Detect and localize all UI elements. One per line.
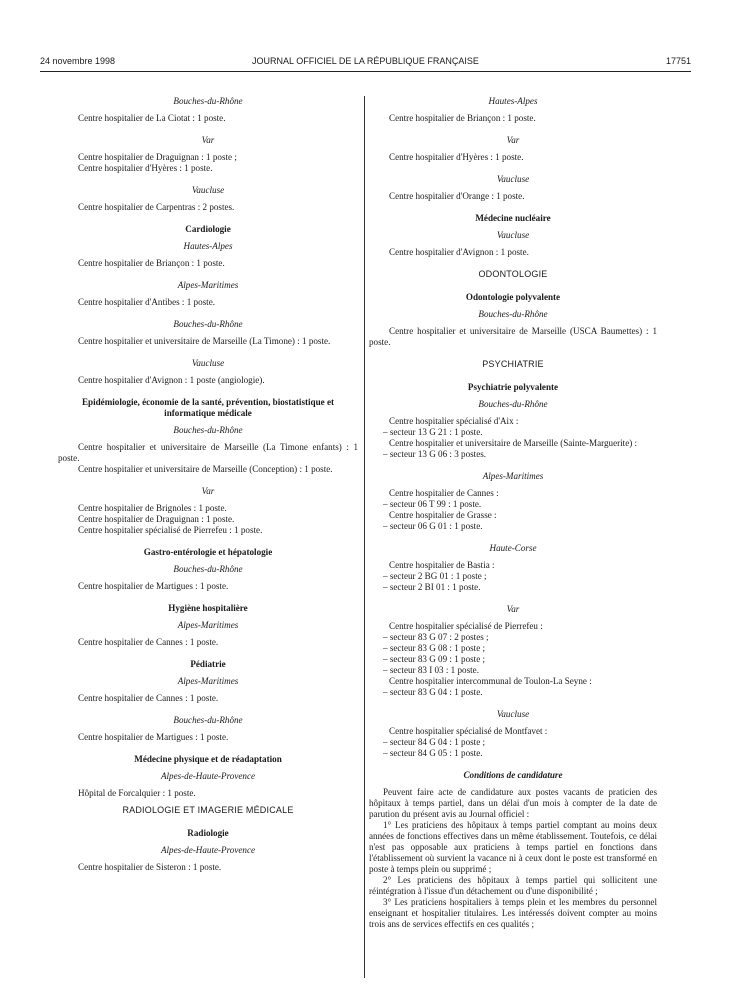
spacer <box>58 386 358 397</box>
hospital-entry: Centre hospitalier de Briançon : 1 poste. <box>389 113 536 123</box>
specialty-heading: Odontologie polyvalente <box>465 292 561 302</box>
spacer <box>369 460 657 471</box>
section-heading: PSYCHIATRIE <box>482 359 544 369</box>
sector-line: – secteur 84 G 04 : 1 poste ; <box>383 737 486 747</box>
sector-line: – secteur 83 I 03 : 1 poste. <box>383 665 479 675</box>
hospital-entry: Centre hospitalier de Cannes : <box>389 488 499 498</box>
spacer <box>58 536 358 547</box>
page-header <box>40 56 691 72</box>
hospital-entry: Centre hospitalier et universitaire de Marseille (Sainte-Marguerite) : <box>389 438 638 448</box>
region-title: Bouches-du-Rhône <box>478 399 548 409</box>
hospital-entry: Centre hospitalier et universitaire de Marseille (Conception) : 1 poste. <box>78 464 333 474</box>
region-title: Var <box>201 135 215 145</box>
region-title: Haute-Corse <box>489 543 537 553</box>
region-title: Bouches-du-Rhône <box>173 319 243 329</box>
region-title: Bouches-du-Rhône <box>173 715 243 725</box>
section-heading: RADIOLOGIE ET IMAGERIE MÉDICALE <box>122 805 294 815</box>
region-title: Var <box>506 604 520 614</box>
hospital-entry: Centre hospitalier spécialisé de Pierrefeu : 1 poste. <box>78 525 263 535</box>
region-title: Alpes-Maritimes <box>177 620 239 630</box>
region-title: Vaucluse <box>496 709 530 719</box>
spacer <box>58 475 358 486</box>
hospital-entry: Centre hospitalier de Cannes : 1 poste. <box>78 693 219 703</box>
hospital-entry: Centre hospitalier et universitaire de Marseille (La Timone) : 1 poste. <box>78 336 331 346</box>
spacer <box>369 698 657 709</box>
region-title: Alpes-de-Haute-Provence <box>160 771 256 781</box>
spacer <box>369 532 657 543</box>
specialty-heading: Pédiatrie <box>190 659 226 669</box>
specialty-heading: Hygiène hospitalière <box>168 603 248 613</box>
region-title: Alpes-Maritimes <box>482 471 544 481</box>
region-title: Alpes-Maritimes <box>177 676 239 686</box>
region-title: Vaucluse <box>191 358 225 368</box>
hospital-entry: Centre hospitalier spécialisé d'Aix : <box>389 416 519 426</box>
hospital-entry: Centre hospitalier d'Antibes : 1 poste. <box>78 297 216 307</box>
region-title: Bouches-du-Rhône <box>173 564 243 574</box>
hospital-entry: Centre hospitalier d'Avignon : 1 poste. <box>389 247 529 257</box>
right-column <box>369 96 657 930</box>
spacer <box>369 202 657 213</box>
region-title: Vaucluse <box>496 230 530 240</box>
spacer <box>369 163 657 174</box>
hospital-entry: Centre hospitalier de Carpentras : 2 postes. <box>78 202 235 212</box>
region-title: Bouches-du-Rhône <box>173 425 243 435</box>
spacer <box>58 213 358 224</box>
specialty-heading: Gastro-entérologie et hépatologie <box>143 547 273 557</box>
sector-line: – secteur 84 G 05 : 1 poste. <box>383 748 483 758</box>
hospital-entry: Centre hospitalier de Draguignan : 1 poste. <box>78 514 235 524</box>
column-divider <box>364 96 365 978</box>
hospital-entry: Centre hospitalier spécialisé de Pierrefeu : <box>389 621 543 631</box>
spacer <box>369 258 657 269</box>
region-title: Vaucluse <box>496 174 530 184</box>
spacer <box>369 348 657 359</box>
hospital-entry: Centre hospitalier de Draguignan : 1 poste ; <box>78 152 237 162</box>
sector-line: – secteur 13 G 06 : 3 postes. <box>383 449 487 459</box>
hospital-entry: Centre hospitalier d'Hyères : 1 poste. <box>78 163 213 173</box>
conditions-paragraph: 1° Les praticiens des hôpitaux à temps partiel comptant au moins deux années de fonctions effectives dans un même établissement. Toutefois, ce délai n'est pas opposable aux praticiens à temps partiel en fonctions dans l'établissement où survient la vacance ni à ceux dont le poste est transformé en poste à temps plein ou supprimé ; <box>369 820 657 874</box>
hospital-entry: Centre hospitalier de Bastia : <box>389 560 495 570</box>
sector-line: – secteur 13 G 21 : 1 poste. <box>383 427 483 437</box>
region-title: Alpes-Maritimes <box>177 280 239 290</box>
page-number: 17751 <box>665 56 691 66</box>
spacer <box>369 759 657 770</box>
hospital-entry: Centre hospitalier et universitaire de Marseille (La Timone enfants) : 1 poste. <box>58 442 358 463</box>
conditions-paragraph: 2° Les praticiens des hôpitaux à temps partiel qui sollicitent une réintégration à l'issue d'un détachement ou d'une disponibilité ; <box>369 875 657 896</box>
spacer <box>369 593 657 604</box>
hospital-entry: Centre hospitalier de Martigues : 1 poste. <box>78 581 229 591</box>
header-date: 24 novembre 1998 <box>40 56 116 66</box>
region-title: Bouches-du-Rhône <box>478 309 548 319</box>
spacer <box>58 174 358 185</box>
spacer <box>369 124 657 135</box>
spacer <box>58 308 358 319</box>
hospital-entry: Centre hospitalier spécialisé de Montfavet : <box>389 726 548 736</box>
hospital-entry: Centre hospitalier de Briançon : 1 poste. <box>78 258 225 268</box>
sector-line: – secteur 2 BI 01 : 1 poste. <box>383 582 481 592</box>
conditions-title: Conditions de candidature <box>463 770 563 780</box>
sector-line: – secteur 83 G 07 : 2 postes ; <box>383 632 489 642</box>
spacer <box>58 269 358 280</box>
conditions-paragraph: 3° Les praticiens hospitaliers à temps plein et les membres du personnel enseignant et hospitalier titulaires. Les intéressés doivent compter au moins trois ans de services effectifs en ces qualités ; <box>369 897 657 929</box>
hospital-entry: Centre hospitalier d'Avignon : 1 poste (angiologie). <box>78 375 265 385</box>
spacer <box>58 743 358 754</box>
hospital-entry: Centre hospitalier de Brignoles : 1 poste. <box>78 503 227 513</box>
specialty-heading: Radiologie <box>187 828 229 838</box>
conditions-paragraph: Peuvent faire acte de candidature aux postes vacants de praticien des hôpitaux à temps partiel, dans un délai d'un mois à compter de la date de parution du présent avis au Journal officiel : <box>369 787 657 819</box>
sector-line: – secteur 83 G 08 : 1 poste ; <box>383 643 486 653</box>
hospital-entry: Centre hospitalier d'Orange : 1 poste. <box>389 191 525 201</box>
region-title: Bouches-du-Rhône <box>173 96 243 106</box>
sector-line: – secteur 06 G 01 : 1 poste. <box>383 521 483 531</box>
region-title: Hautes-Alpes <box>183 241 233 251</box>
spacer <box>58 704 358 715</box>
specialty-heading: Médecine physique et de réadaptation <box>134 754 282 764</box>
hospital-entry: Centre hospitalier et universitaire de Marseille (USCA Baumettes) : 1 poste. <box>369 326 657 347</box>
journal-title: JOURNAL OFFICIEL DE LA RÉPUBLIQUE FRANÇAISE <box>252 56 479 66</box>
section-heading: ODONTOLOGIE <box>478 269 548 279</box>
header-rule <box>40 71 691 72</box>
hospital-entry: Centre hospitalier d'Hyères : 1 poste. <box>389 152 524 162</box>
sector-line: – secteur 83 G 09 : 1 poste ; <box>383 654 486 664</box>
region-title: Var <box>506 135 520 145</box>
region-title: Alpes-de-Haute-Provence <box>160 845 256 855</box>
hospital-entry: Centre hospitalier de Sisteron : 1 poste. <box>78 862 222 872</box>
left-column <box>58 96 358 873</box>
specialty-heading: Cardiologie <box>185 224 231 234</box>
hospital-entry: Centre hospitalier de Cannes : 1 poste. <box>78 637 219 647</box>
hospital-entry: Hôpital de Forcalquier : 1 poste. <box>78 788 196 798</box>
spacer <box>58 592 358 603</box>
region-title: Hautes-Alpes <box>488 96 538 106</box>
specialty-heading: Psychiatrie polyvalente <box>467 382 559 392</box>
sector-line: – secteur 06 T 99 : 1 poste. <box>383 499 482 509</box>
sector-line: – secteur 83 G 04 : 1 poste. <box>383 687 483 697</box>
sector-line: – secteur 2 BG 01 : 1 poste ; <box>383 571 487 581</box>
spacer <box>58 347 358 358</box>
region-title: Vaucluse <box>191 185 225 195</box>
hospital-entry: Centre hospitalier intercommunal de Toulon-La Seyne : <box>389 676 592 686</box>
region-title: Var <box>201 486 215 496</box>
spacer <box>58 648 358 659</box>
hospital-entry: Centre hospitalier de Martigues : 1 poste. <box>78 732 229 742</box>
spacer <box>58 124 358 135</box>
specialty-heading: Médecine nucléaire <box>475 213 551 223</box>
hospital-entry: Centre hospitalier de Grasse : <box>389 510 497 520</box>
specialty-heading: Epidémiologie, économie de la santé, prévention, biostatistique et informatique médicale <box>81 397 335 418</box>
hospital-entry: Centre hospitalier de La Ciotat : 1 poste. <box>78 113 226 123</box>
